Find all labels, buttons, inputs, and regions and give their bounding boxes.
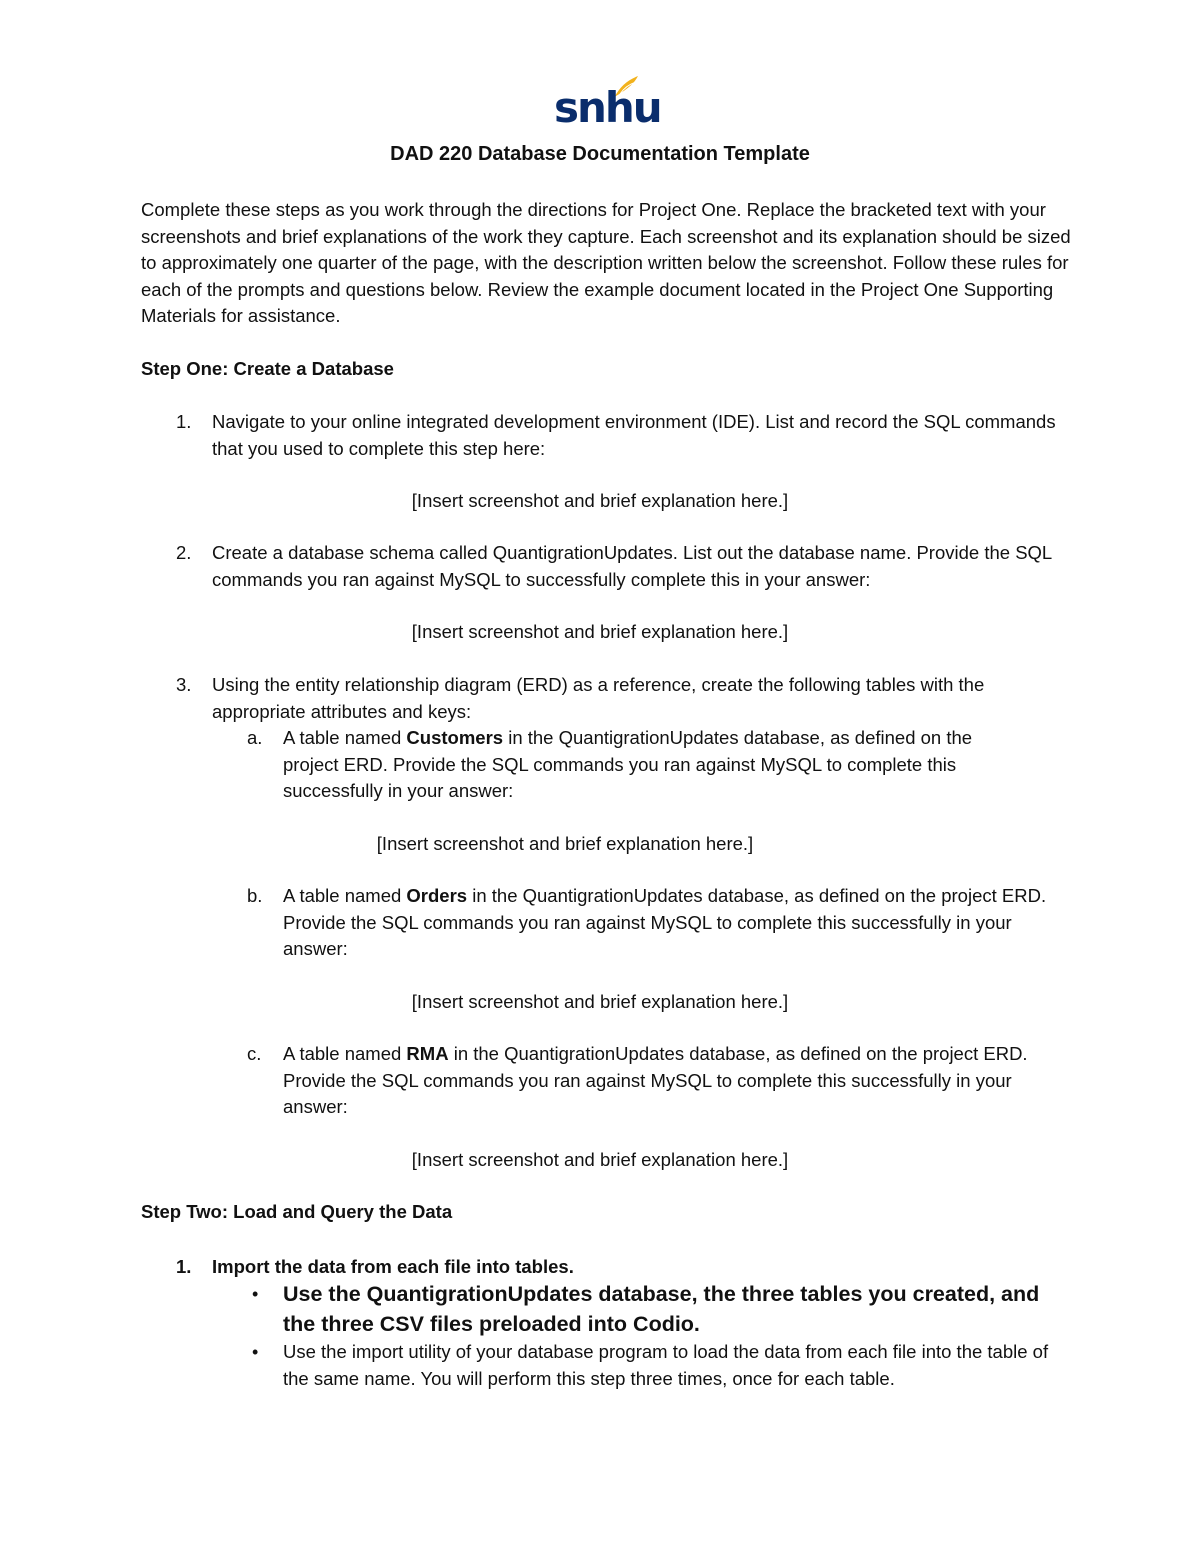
document-title: DAD 220 Database Documentation Template (390, 143, 810, 165)
step-one-heading: Step One: Create a Database (141, 358, 394, 379)
logo-wordmark: snhu (554, 83, 661, 132)
item-3-number: 3. (176, 674, 192, 695)
item-3-text: Using the entity relationship diagram (ERD) as a reference, create the following tables with the appropriate attributes and keys: (212, 674, 985, 722)
placeholder-b: [Insert screenshot and brief explanation here.] (411, 991, 789, 1012)
snhu-logo (554, 74, 661, 132)
bullet-1-text: Use the QuantigrationUpdates database, the three tables you created, and the three CSV files preloaded into Codio. (283, 1282, 1040, 1336)
bullet-2-text: Use the import utility of your database program to load the data from each file into the table of the same name. You will perform this step three times, once for each table. (283, 1341, 1049, 1389)
placeholder-1: [Insert screenshot and brief explanation here.] (411, 490, 789, 511)
bullet-icon: • (252, 1342, 259, 1362)
subitem-c-text: A table named RMA in the QuantigrationUpdates database, as defined on the project ERD. Provide the SQL commands you ran against MySQL to complete this successfully in your answer: (283, 1043, 1028, 1117)
subitem-b-text: A table named Orders in the QuantigrationUpdates database, as defined on the project ERD. Provide the SQL commands you ran against MySQL to complete this successfully in your answer: (283, 885, 1047, 959)
item-2-number: 2. (176, 542, 192, 563)
item-1-number: 1. (176, 411, 192, 432)
step-two-item-1-number: 1. (176, 1256, 192, 1277)
intro-paragraph: Complete these steps as you work through the directions for Project One. Replace the bracketed text with your screenshots and brief explanations of the work they capture. Each screenshot and its explanation should be sized to approximately one quarter of the page, with the description written below the screenshot. Follow these rules for each of the prompts and questions below. Review the example document located in the Project One Supporting Materials for assistance. (141, 199, 1071, 326)
placeholder-c: [Insert screenshot and brief explanation here.] (411, 1149, 789, 1170)
placeholder-a: [Insert screenshot and brief explanation here.] (376, 833, 754, 854)
subitem-a-text: A table named Customers in the QuantigrationUpdates database, as defined on the project ERD. Provide the SQL commands you ran against MySQL to complete this successfully in your answer: (283, 727, 973, 801)
subitem-a-letter: a. (247, 727, 263, 748)
bullet-icon: • (252, 1284, 259, 1304)
step-two-item-1-text: Import the data from each file into tables. (212, 1256, 574, 1277)
item-1-text: Navigate to your online integrated development environment (IDE). List and record the SQL commands that you used to complete this step here: (212, 411, 1056, 459)
placeholder-2: [Insert screenshot and brief explanation here.] (411, 621, 789, 642)
item-2-text: Create a database schema called QuantigrationUpdates. List out the database name. Provide the SQL commands you ran against MySQL to successfully complete this in your answer: (212, 542, 1052, 590)
subitem-b-letter: b. (247, 885, 263, 906)
step-two-heading: Step Two: Load and Query the Data (141, 1201, 453, 1222)
subitem-c-letter: c. (247, 1043, 262, 1064)
